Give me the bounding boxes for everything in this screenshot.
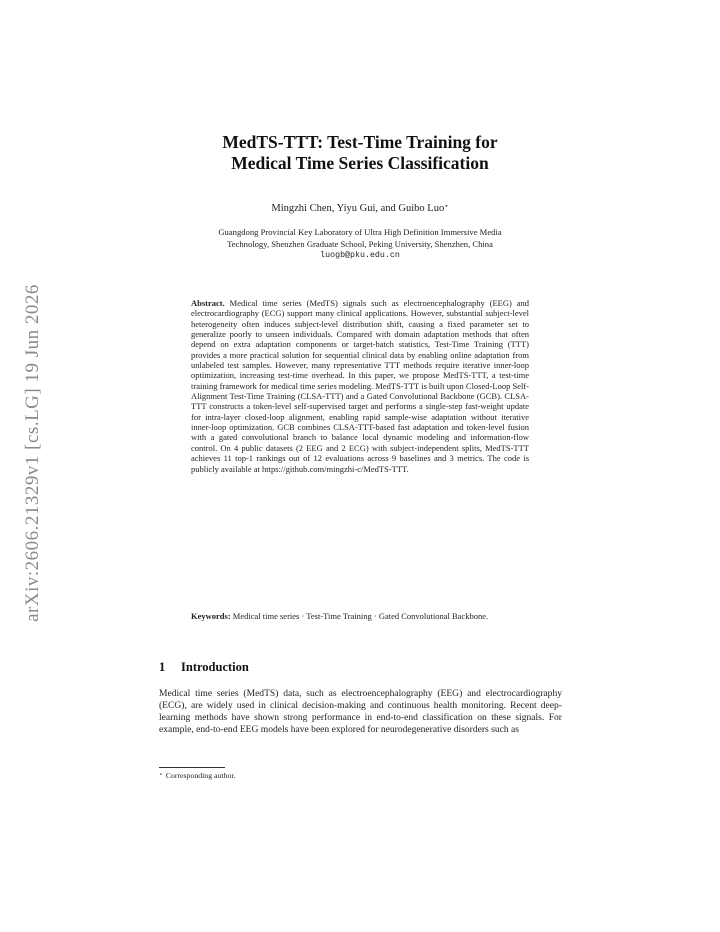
author-names: Mingzhi Chen, Yiyu Gui, and Guibo Luo [271, 203, 445, 214]
paper-title [150, 132, 570, 174]
author-list [150, 202, 570, 214]
affiliation-line-2: Technology, Shenzhen Graduate School, Peking University, Shenzhen, China [227, 239, 493, 249]
section-title: Introduction [181, 660, 249, 674]
section-heading-introduction [159, 660, 249, 675]
arxiv-identifier-stamp [12, 263, 54, 643]
abstract-label: Abstract. [191, 298, 225, 308]
footnote-text: Corresponding author. [165, 771, 236, 780]
introduction-paragraph: Medical time series (MedTS) data, such as electroencephalography (EEG) and electrocardiography (ECG), are widely used in clinical decision-making and continuous health monitoring. Recent deep-learning methods have shown strong performance in end-to-end classification on these signals. For example, end-to-end EEG models have been explored for neurodegenerative disorders such as [159, 688, 562, 735]
keywords-text: Medical time series · Test-Time Training · Gated Convolutional Backbone. [232, 611, 489, 621]
affiliation-block [150, 226, 570, 262]
paper-title-line-2: Medical Time Series Classification [231, 153, 489, 173]
arxiv-identifier-text: arXiv:2606.21329v1 [cs.LG] 19 Jun 2026 [22, 284, 43, 622]
footnote [159, 771, 236, 780]
abstract-block [191, 298, 529, 474]
footnote-divider [159, 767, 225, 768]
abstract-text: Medical time series (MedTS) signals such as electroencephalography (EEG) and electrocardiography (ECG) support many clinical applications. However, substantial subject-level heterogeneity often induces subject-level distribution shift, causing a fixed parameter set to generalize poorly to unseen individuals. Compared with domain adaptation methods that often depend on extra adaptation components or target-batch statistics, Test-Time Training (TTT) provides a more practical solution for sequential clinical data by enabling online adaptation from unlabeled test samples. However, many representative TTT methods require iterative inner-loop optimization, increasing test-time overhead. In this paper, we propose MedTS-TTT, a test-time training framework for medical time series modeling. MedTS-TTT is built upon Closed-Loop Self-Alignment Test-Time Training (CLSA-TTT) and a Gated Convolutional Backbone (GCB). CLSA-TTT constructs a token-level self-supervised target and performs a single-step fast-weight update for intra-layer closed-loop alignment, enabling rapid sample-wise adaptation without iterative inner-loop optimization. GCB combines CLSA-TTT-based fast adaptation and token-level fusion with a gated convolutional branch to balance local dynamic modeling and information-flow control. On 4 public datasets (2 EEG and 2 ECG) with subject-independent splits, MedTS-TTT achieves 11 top-1 rankings out of 12 evaluations across 9 baselines and 3 metrics. The code is publicly available at https://github.com/mingzhi-c/MedTS-TTT. [191, 298, 529, 474]
section-number: 1 [159, 660, 166, 674]
affiliation-line-1: Guangdong Provincial Key Laboratory of Ultra High Definition Immersive Media [218, 227, 502, 237]
keywords-block [191, 611, 529, 621]
paper-title-line-1: MedTS-TTT: Test-Time Training for [222, 132, 498, 152]
footnote-marker: ⋆ [159, 772, 163, 778]
keywords-label: Keywords: [191, 611, 231, 621]
corresponding-author-marker: ⋆ [444, 202, 449, 210]
contact-email: luogb@pku.edu.cn [320, 251, 400, 260]
